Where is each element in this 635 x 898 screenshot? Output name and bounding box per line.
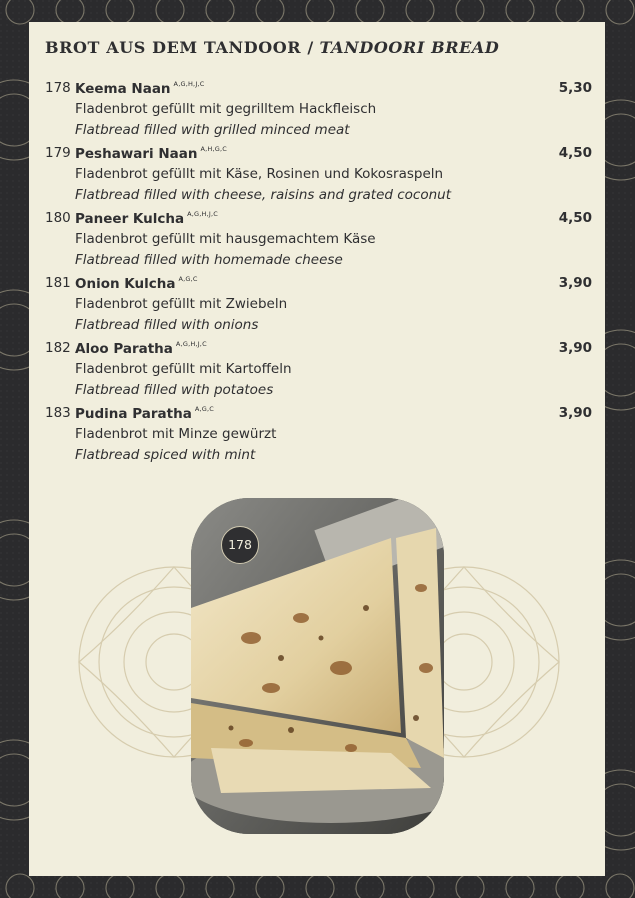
item-number: 178: [45, 80, 71, 96]
item-name: Keema Naan $^{A,G,H,J,C}$: [75, 80, 205, 97]
item-description-german: Fladenbrot gefüllt mit Zwiebeln: [75, 296, 288, 312]
item-number: 180: [45, 210, 71, 226]
item-name: Aloo Paratha $^{A,G,H,J,C}$: [75, 340, 207, 357]
allergen-codes: A,G,H,J,C: [187, 210, 219, 218]
item-price: 3,90: [558, 275, 592, 291]
menu-item: [45, 145, 592, 210]
item-price: 4,50: [558, 145, 592, 161]
allergen-codes: A,G,H,J,C: [173, 80, 205, 88]
item-description-english: Flatbread spiced with mint: [75, 447, 256, 463]
item-description-german: Fladenbrot gefüllt mit Käse, Rosinen und Kokosraspeln: [75, 166, 444, 182]
title-german: BROT AUS DEM TANDOOR /: [45, 38, 314, 57]
item-description-english: Flatbread filled with cheese, raisins and grated coconut: [75, 187, 452, 203]
item-number: 183: [45, 405, 71, 421]
menu-panel: [29, 22, 605, 876]
item-description-english: Flatbread filled with homemade cheese: [75, 252, 343, 268]
item-price: 3,90: [558, 405, 592, 421]
keema-naan-photo: [191, 498, 444, 834]
item-number: 181: [45, 275, 71, 291]
item-name: Peshawari Naan $^{A,H,G,C}$: [75, 145, 228, 162]
item-description-german: Fladenbrot gefüllt mit hausgemachtem Käse: [75, 231, 376, 247]
allergen-codes: A,G,H,J,C: [175, 340, 207, 348]
item-number: 179: [45, 145, 71, 161]
item-price: 3,90: [558, 340, 592, 356]
menu-item: [45, 210, 592, 275]
item-description-english: Flatbread filled with potatoes: [75, 382, 274, 398]
allergen-codes: A,G,C: [194, 405, 214, 413]
item-description-german: Fladenbrot mit Minze gewürzt: [75, 426, 277, 442]
item-number-badge: 178: [221, 526, 259, 564]
item-description-english: Flatbread filled with grilled minced meat: [75, 122, 350, 138]
item-name: Paneer Kulcha $^{A,G,H,J,C}$: [75, 210, 219, 227]
allergen-codes: A,G,C: [178, 275, 198, 283]
menu-list: [45, 80, 592, 470]
item-description-german: Fladenbrot gefüllt mit Kartoffeln: [75, 361, 292, 377]
item-description-german: Fladenbrot gefüllt mit gegrilltem Hackfleisch: [75, 101, 377, 117]
item-price: 5,30: [558, 80, 592, 96]
menu-item: [45, 340, 592, 405]
title-english: TANDOORI BREAD: [319, 38, 500, 57]
menu-item: [45, 80, 592, 145]
item-description-english: Flatbread filled with onions: [75, 317, 259, 333]
item-number: 182: [45, 340, 71, 356]
menu-item: [45, 405, 592, 470]
page-title: [45, 38, 499, 57]
item-name: Pudina Paratha $^{A,G,C}$: [75, 405, 214, 422]
item-price: 4,50: [558, 210, 592, 226]
item-name: Onion Kulcha $^{A,G,C}$: [75, 275, 198, 292]
allergen-codes: A,H,G,C: [200, 145, 228, 153]
menu-item: [45, 275, 592, 340]
